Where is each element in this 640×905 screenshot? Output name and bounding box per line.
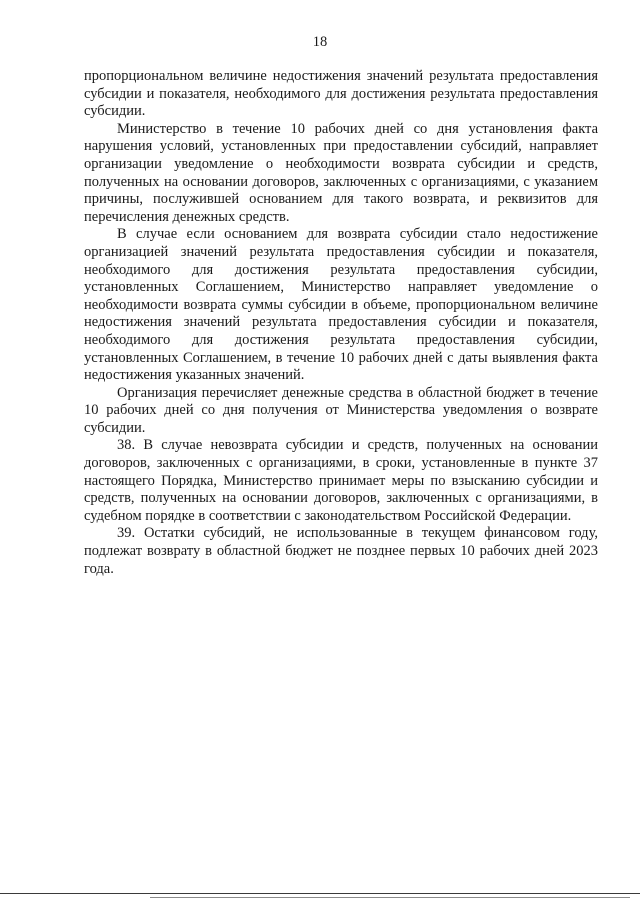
paragraph-item-38: 38. В случае невозврата субсидии и средств, полученных на основании договоров, заключенных с организациями, в сроки, установленные в пункте 37 настоящего Порядка, Министерство принимает меры по взысканию субсидии и средств, полученных на основании договоров, заключенных с организациями, в судебном порядке в соответствии с законодательством Российской Федерации. <box>84 437 598 524</box>
page-number: 18 <box>312 34 328 50</box>
paragraph-item-39: 39. Остатки субсидий, не использованные в текущем финансовом году, подлежат возврату в областной бюджет не позднее первых 10 рабочих дней 2023 года. <box>84 525 598 577</box>
paragraph-return-case: В случае если основанием для возврата субсидии стало недостижение организацией значений результата предоставления субсидии и показателя, необходимого для достижения результата предоставления субсидии, установленных Соглашением, Министерство направляет уведомление о необходимости возврата суммы субсидии в объеме, пропорциональном величине недостижения значений результата предоставления субсидии и показателя, необходимого для достижения результата предоставления субсидии, установленных Соглашением, в течение 10 рабочих дней с даты выявления факта недостижения указанных значений. <box>84 226 598 384</box>
scan-edge-line <box>0 893 640 894</box>
paragraph-continuation: пропорциональном величине недостижения значений результата предоставления субсидии и показателя, необходимого для достижения результата предоставления субсидии. <box>84 68 598 120</box>
paragraph-organization-transfer: Организация перечисляет денежные средства в областной бюджет в течение 10 рабочих дней со дня получения от Министерства уведомления о возврате субсидии. <box>84 384 598 436</box>
document-body <box>84 68 598 578</box>
scan-edge-line-secondary <box>150 897 630 898</box>
paragraph-ministry-notice: Министерство в течение 10 рабочих дней со дня установления факта нарушения условий, установленных при предоставлении субсидий, направляет организации уведомление о необходимости возврата субсидии и средств, полученных на основании договоров, заключенных с организациями, с указанием причины, послужившей основанием для такого возврата, и реквизитов для перечисления денежных средств. <box>84 120 598 225</box>
